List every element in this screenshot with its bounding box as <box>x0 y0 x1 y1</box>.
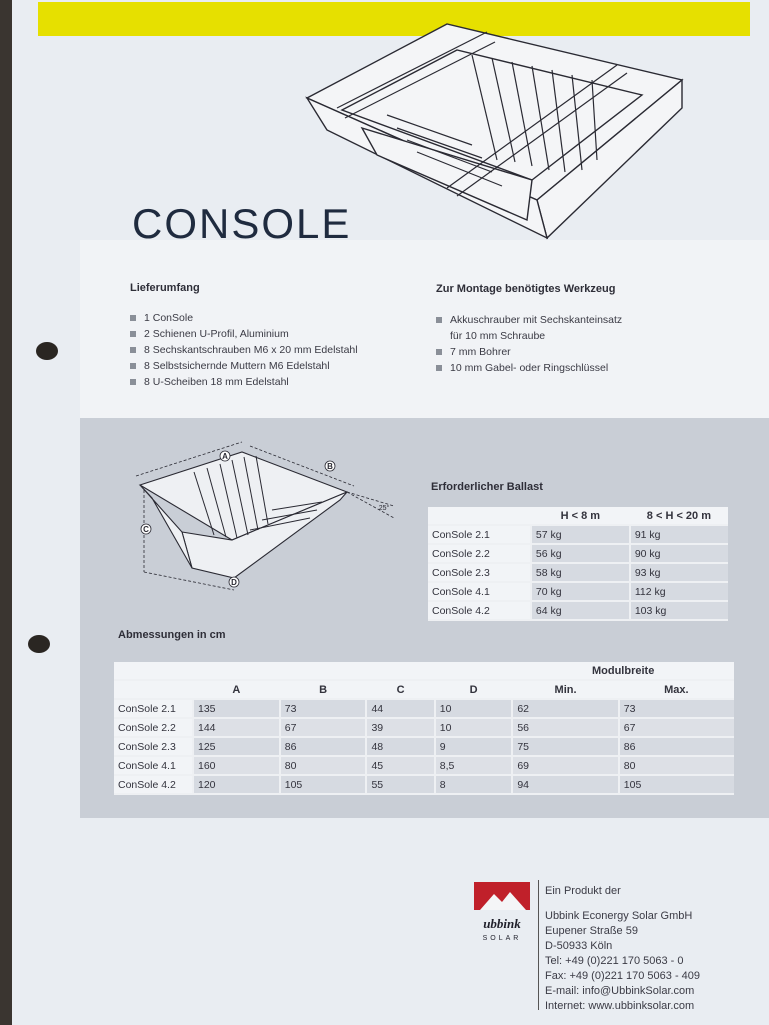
table-row: ConSole 2.3 58 kg 93 kg <box>428 563 728 582</box>
scope-heading: Lieferumfang <box>130 282 200 294</box>
footer-address <box>545 884 700 1014</box>
label-c: C <box>143 525 149 534</box>
ubbink-logo <box>472 880 534 950</box>
dims-corner <box>114 680 193 699</box>
list-item: 1 ConSole <box>130 310 358 326</box>
ballast-corner <box>428 507 531 525</box>
list-item: 8 Sechskantschrauben M6 x 20 mm Edelstahl <box>130 342 358 358</box>
table-row: ConSole 4.1 70 kg 112 kg <box>428 582 728 601</box>
list-item-continuation: für 10 mm Schraube <box>450 330 546 342</box>
dims-heading: Abmessungen in cm <box>118 629 226 641</box>
label-d: D <box>231 578 237 587</box>
dims-col-c: C <box>366 680 434 699</box>
table-row: ConSole 4.1 160 80 45 8,5 69 80 <box>114 756 734 775</box>
ballast-col-2: 8 < H < 20 m <box>630 507 728 525</box>
punch-hole <box>36 342 58 360</box>
footer-company: Ubbink Econergy Solar GmbH <box>545 910 693 922</box>
punch-hole <box>28 635 50 653</box>
list-item: 8 Selbstsichernde Muttern M6 Edelstahl <box>130 358 358 374</box>
ballast-heading: Erforderlicher Ballast <box>431 481 543 493</box>
list-item: 10 mm Gabel- oder Ringschlüssel <box>436 360 622 376</box>
ballast-col-1: H < 8 m <box>531 507 630 525</box>
dims-col-min: Min. <box>512 680 618 699</box>
footer-fax: Fax: +49 (0)221 170 5063 - 409 <box>545 970 701 982</box>
dims-col-a: A <box>193 680 280 699</box>
table-row: ConSole 2.1 135 73 44 10 62 73 <box>114 699 734 718</box>
table-row: ConSole 2.2 56 kg 90 kg <box>428 544 728 563</box>
footer-email: E-mail: info@UbbinkSolar.com <box>545 985 695 997</box>
table-row: ConSole 2.3 125 86 48 9 75 86 <box>114 737 734 756</box>
list-item: 8 U-Scheiben 18 mm Edelstahl <box>130 374 358 390</box>
scope-list <box>130 310 358 390</box>
footer-tel: Tel: +49 (0)221 170 5063 - 0 <box>545 955 684 967</box>
tools-heading: Zur Montage benötigtes Werkzeug <box>436 283 616 295</box>
dims-group-header: Modulbreite <box>512 662 734 680</box>
list-item: Akkuschrauber mit Sechskanteinsatz <box>436 312 622 328</box>
brochure-page <box>12 0 769 1025</box>
table-row: ConSole 2.2 144 67 39 10 56 67 <box>114 718 734 737</box>
product-illustration <box>297 20 697 270</box>
footer-street: Eupener Straße 59 <box>545 925 638 937</box>
table-row: ConSole 4.2 64 kg 103 kg <box>428 601 728 620</box>
dims-table <box>114 662 734 795</box>
angle-label: 25° <box>378 505 390 512</box>
footer-city: D-50933 Köln <box>545 940 613 952</box>
tools-list <box>436 312 622 376</box>
list-item: 7 mm Bohrer <box>436 344 622 360</box>
dimension-diagram <box>122 440 402 610</box>
logo-sub: SOLAR <box>482 935 522 942</box>
dims-col-max: Max. <box>619 680 734 699</box>
dims-col-d: D <box>435 680 513 699</box>
table-row: ConSole 2.1 57 kg 91 kg <box>428 525 728 544</box>
page-title: CONSOLE <box>132 200 352 247</box>
footer-web: Internet: www.ubbinksolar.com <box>545 1000 695 1012</box>
label-a: A <box>222 452 228 461</box>
dims-col-b: B <box>280 680 367 699</box>
footer-intro: Ein Produkt der <box>545 885 621 897</box>
ballast-table <box>428 507 728 621</box>
table-row: ConSole 4.2 120 105 55 8 94 105 <box>114 775 734 794</box>
logo-brand: ubbink <box>483 916 521 931</box>
label-b: B <box>327 462 333 471</box>
footer-divider <box>538 880 539 1010</box>
list-item: 2 Schienen U-Profil, Aluminium <box>130 326 358 342</box>
